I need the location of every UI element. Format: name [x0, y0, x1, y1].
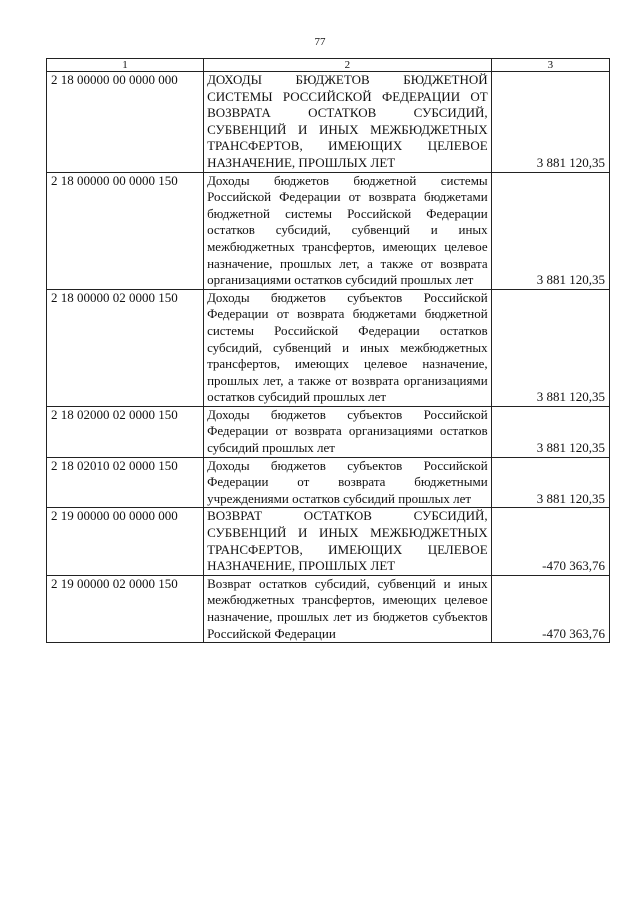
column-header-amount: 3 — [491, 59, 609, 72]
budget-code: 2 18 02000 02 0000 150 — [47, 406, 204, 457]
amount-value: -470 363,76 — [491, 508, 609, 575]
budget-code: 2 18 00000 02 0000 150 — [47, 289, 204, 406]
revenue-name: ВОЗВРАТ ОСТАТКОВ СУБСИДИЙ, СУБВЕНЦИЙ И ИНЫХ МЕЖБЮДЖЕТНЫХ ТРАНСФЕРТОВ, ИМЕЮЩИХ ЦЕЛЕВОЕ НАЗНАЧЕНИЕ, ПРОШЛЫХ ЛЕТ — [204, 508, 492, 575]
column-header-code: 1 — [47, 59, 204, 72]
budget-code: 2 18 00000 00 0000 000 — [47, 72, 204, 173]
table-row — [47, 289, 610, 406]
revenue-name: Доходы бюджетов субъектов Российской Федерации от возврата бюджетами бюджетной системы Российской Федерации остатков субсидий, субвенций и иных межбюджетных трансфертов, имеющих целевое назначение, прошлых лет, а также от возврата организациями остатков субсидий прошлых лет — [204, 289, 492, 406]
amount-value: 3 881 120,35 — [491, 172, 609, 289]
revenue-name: ДОХОДЫ БЮДЖЕТОВ БЮДЖЕТНОЙ СИСТЕМЫ РОССИЙСКОЙ ФЕДЕРАЦИИ ОТ ВОЗВРАТА ОСТАТКОВ СУБСИДИЙ, СУБВЕНЦИЙ И ИНЫХ МЕЖБЮДЖЕТНЫХ ТРАНСФЕРТОВ, ИМЕЮЩИХ ЦЕЛЕВОЕ НАЗНАЧЕНИЕ, ПРОШЛЫХ ЛЕТ — [204, 72, 492, 173]
budget-revenue-table — [46, 58, 610, 643]
table-row — [47, 172, 610, 289]
table-row — [47, 508, 610, 575]
amount-value: 3 881 120,35 — [491, 457, 609, 508]
budget-code: 2 19 00000 00 0000 000 — [47, 508, 204, 575]
revenue-name: Возврат остатков субсидий, субвенций и иных межбюджетных трансфертов, имеющих целевое назначение, прошлых лет из бюджетов субъектов Российской Федерации — [204, 575, 492, 642]
budget-code: 2 18 00000 00 0000 150 — [47, 172, 204, 289]
table-row — [47, 575, 610, 642]
revenue-name: Доходы бюджетов субъектов Российской Федерации от возврата бюджетными учреждениями остатков субсидий прошлых лет — [204, 457, 492, 508]
column-header-name: 2 — [204, 59, 492, 72]
budget-code: 2 18 02010 02 0000 150 — [47, 457, 204, 508]
amount-value: 3 881 120,35 — [491, 72, 609, 173]
table-row — [47, 72, 610, 173]
page-number: 77 — [314, 36, 326, 48]
amount-value: -470 363,76 — [491, 575, 609, 642]
table-row — [47, 406, 610, 457]
amount-value: 3 881 120,35 — [491, 406, 609, 457]
revenue-name: Доходы бюджетов бюджетной системы Российской Федерации от возврата бюджетами бюджетной системы Российской Федерации остатков субсидий, субвенций и иных межбюджетных трансфертов, имеющих целевое назначение, прошлых лет, а также от возврата организациями остатков субсидий прошлых лет — [204, 172, 492, 289]
amount-value: 3 881 120,35 — [491, 289, 609, 406]
budget-code: 2 19 00000 02 0000 150 — [47, 575, 204, 642]
revenue-name: Доходы бюджетов субъектов Российской Федерации от возврата организациями остатков субсидий прошлых лет — [204, 406, 492, 457]
table-row — [47, 457, 610, 508]
table-header-row — [47, 59, 610, 72]
